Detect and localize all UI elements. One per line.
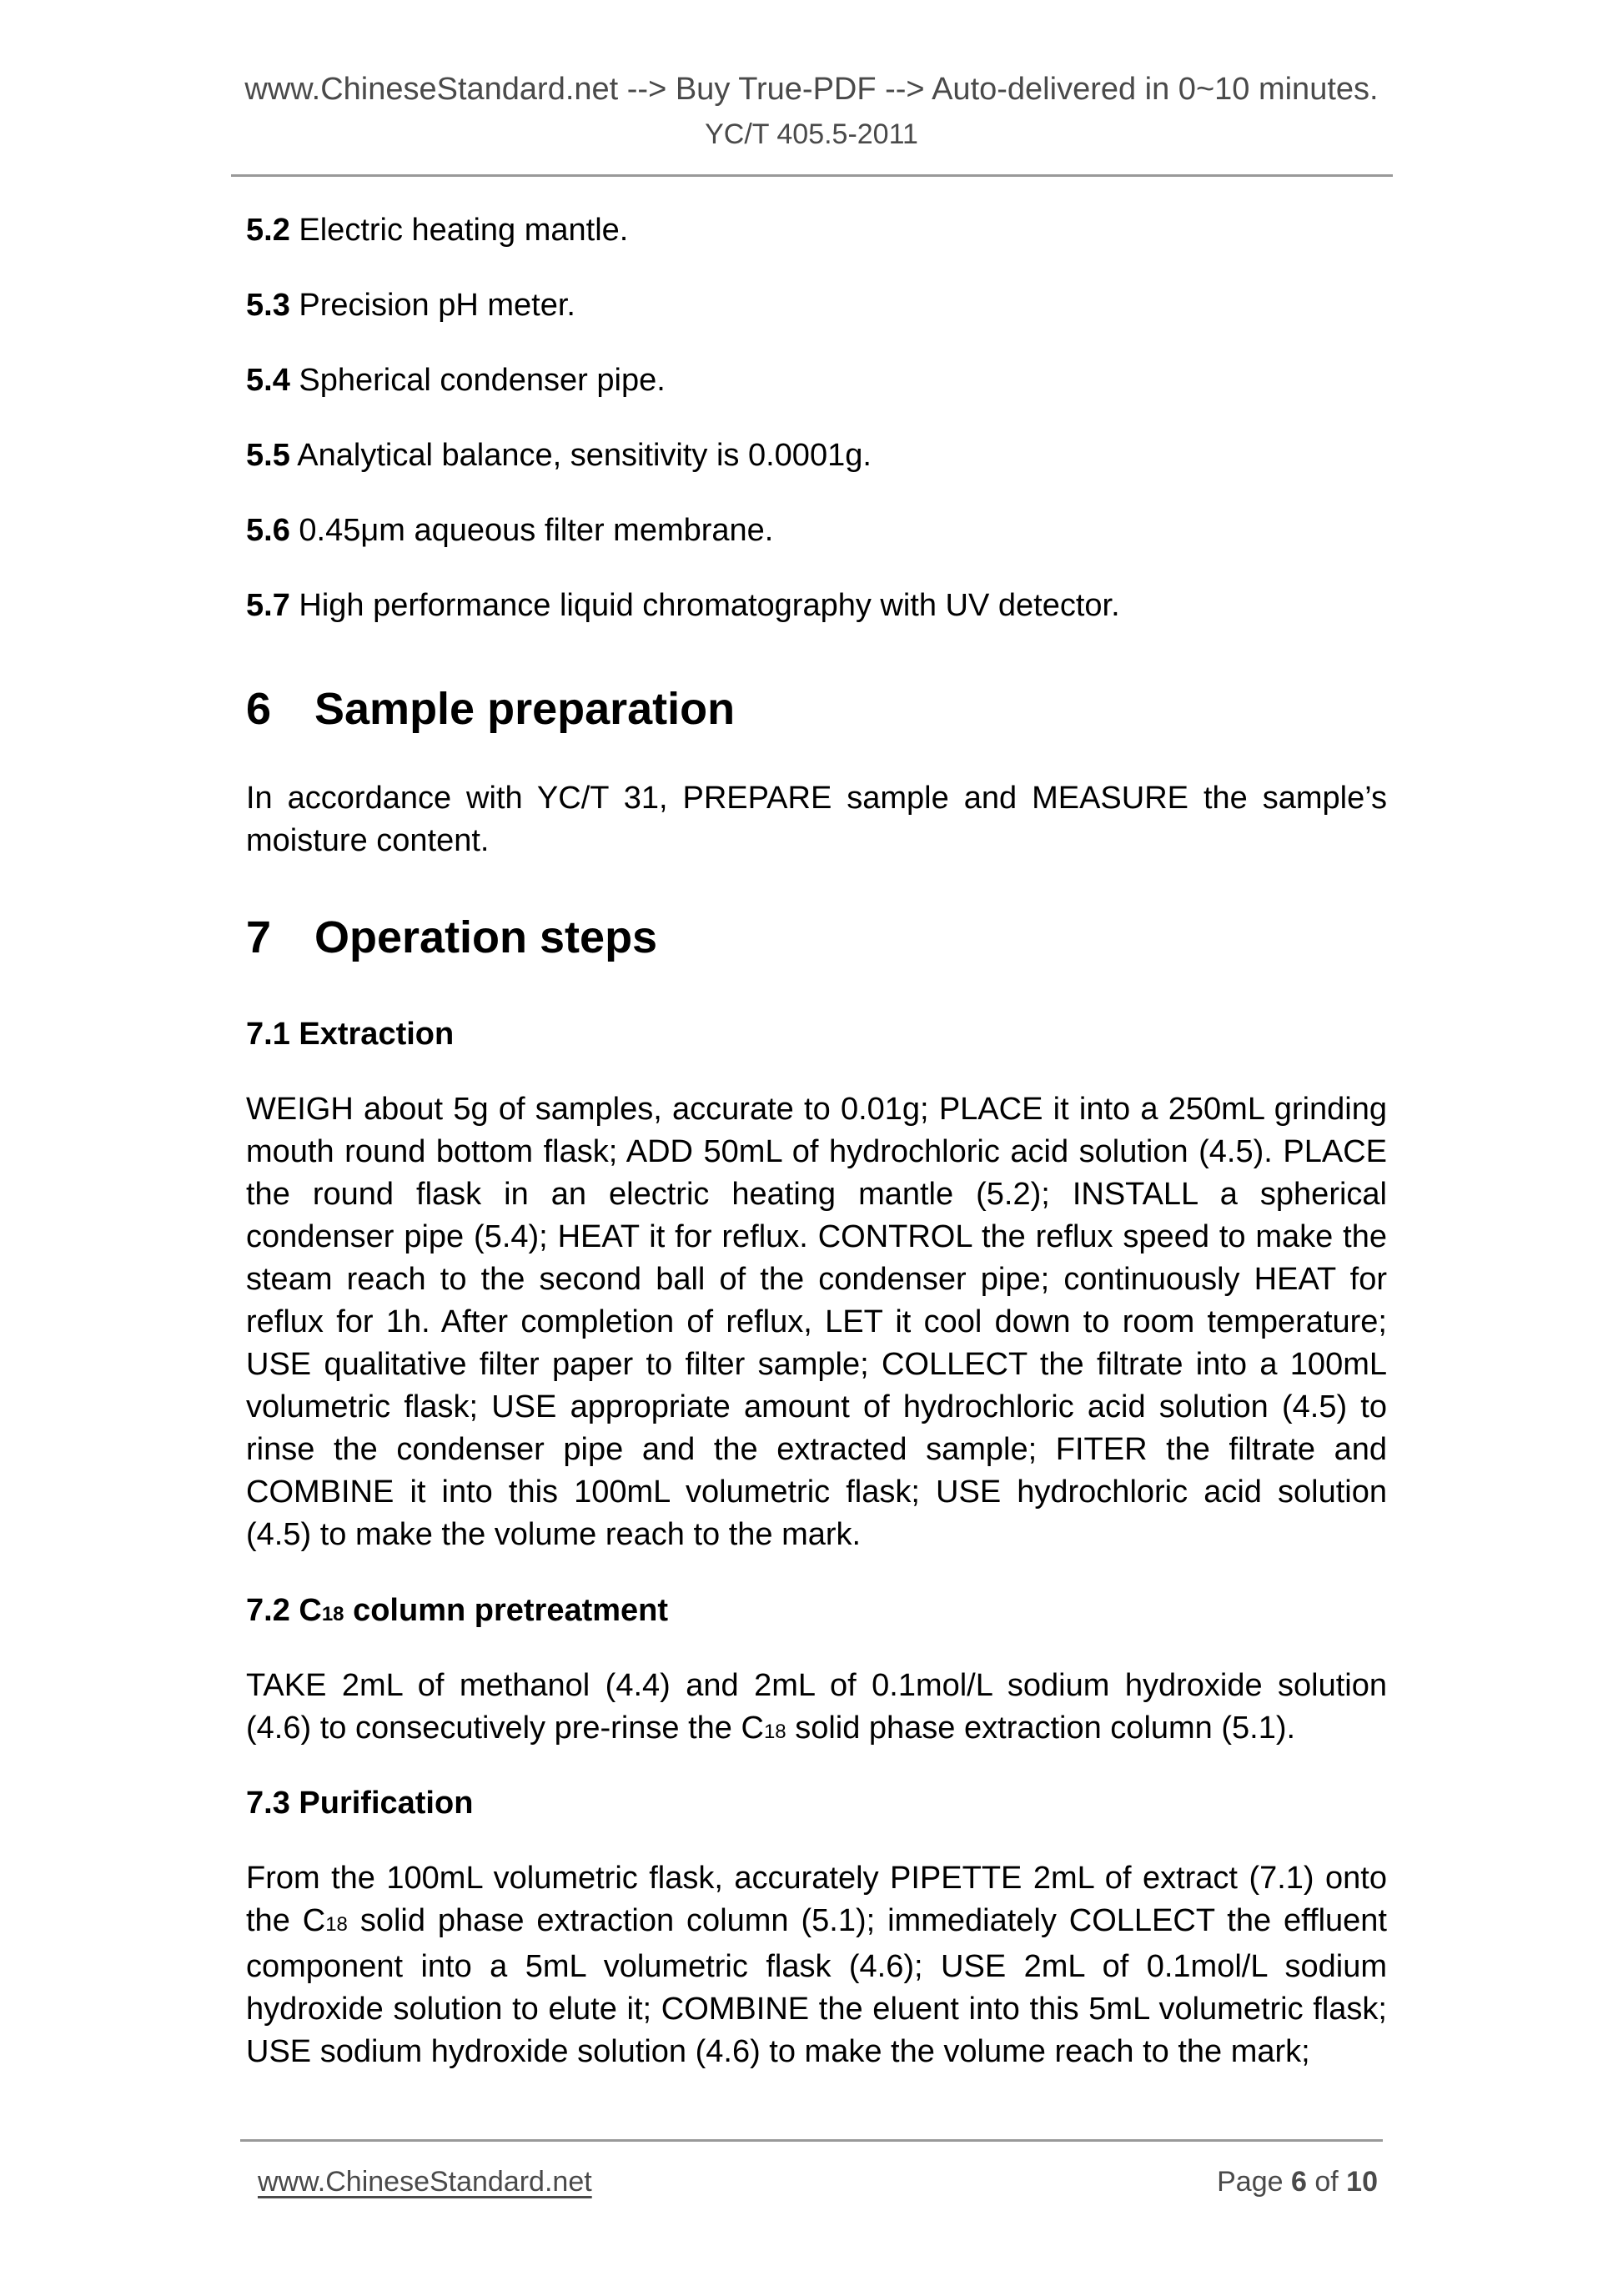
footer-divider: [240, 2139, 1383, 2142]
paragraph-text: TAKE 2mL of methanol (4.4) and 2mL of 0.1mol/L sodium hydroxide solution (4.6) to consecutively pre-rinse the C: [246, 1668, 1387, 1746]
item-number: 5.3: [246, 288, 290, 323]
section-title: Operation steps: [314, 912, 658, 962]
list-item: [246, 284, 1414, 327]
item-text: Precision pH meter.: [299, 288, 575, 323]
subscript: 18: [763, 1721, 786, 1743]
list-item: [246, 209, 1414, 252]
section-number: 6: [246, 684, 272, 734]
list-item: [246, 359, 1414, 402]
subsection-heading-7-2: [246, 1590, 1414, 1635]
item-number: 5.6: [246, 513, 290, 548]
item-text: High performance liquid chromatography with UV detector.: [299, 588, 1120, 623]
list-item: [246, 585, 1414, 627]
item-text: 0.45μm aqueous filter membrane.: [299, 513, 774, 548]
item-number: 5.4: [246, 363, 290, 398]
section6-paragraph: In accordance with YC/T 31, PREPARE sample and MEASURE the sample’s moisture content.: [246, 781, 1387, 858]
paragraph-text: solid phase extraction column (5.1); immediately COLLECT the effluent component into a 5mL volumetric flask (4.6); USE 2mL of 0.1mol/L sodium hydroxide solution to elute it; COMBINE the eluent into this 5mL volumetric flask; USE sodium hydroxide solution (4.6) to make the volume reach to the mark;: [246, 1903, 1387, 2069]
item-number: 5.7: [246, 588, 290, 623]
page-label: Page: [1217, 2166, 1284, 2198]
item-text: Analytical balance, sensitivity is 0.0001g.: [297, 438, 872, 473]
section-title: Sample preparation: [314, 684, 736, 734]
subsection-7-1-paragraph: WEIGH about 5g of samples, accurate to 0.01g; PLACE it into a 250mL grinding mouth round bottom flask; ADD 50mL of hydrochloric acid solution (4.5). PLACE the round flask in an electric heating mantle (5.2); INSTALL a spherical condenser pipe (5.4); HEAT it for reflux. CONTROL the reflux speed to make the steam reach to the second ball of the condenser pipe; continuously HEAT for reflux for 1h. After completion of reflux, LET it cool down to room temperature; USE qualitative filter paper to filter sample; COLLECT the filtrate into a 100mL volumetric flask; USE appropriate amount of hydrochloric acid solution (4.5) to rinse the condenser pipe and the extracted sample; FITER the filtrate and COMBINE it into this 100mL volumetric flask; USE hydrochloric acid solution (4.5) to make the volume reach to the mark.: [246, 1092, 1387, 1552]
subsection-heading-7-3: 7.3 Purification: [246, 1786, 474, 1821]
subsection-7-3-paragraph: [246, 1857, 1387, 2073]
section-heading-7: [246, 912, 1414, 962]
page-total: 10: [1346, 2166, 1378, 2198]
document-id: YC/T 405.5-2011: [705, 118, 918, 150]
section-heading-6: [246, 684, 1414, 734]
page-indicator: [1084, 2163, 1378, 2200]
item-number: 5.2: [246, 213, 290, 248]
subsection-heading-7-1: 7.1 Extraction: [246, 1017, 455, 1052]
footer-website-link[interactable]: www.ChineseStandard.net: [258, 2166, 592, 2198]
subsection-7-2-paragraph: [246, 1665, 1387, 1753]
heading-text: 7.2 C: [246, 1593, 322, 1628]
paragraph-text: solid phase extraction column (5.1).: [786, 1711, 1296, 1746]
item-text: Electric heating mantle.: [299, 213, 629, 248]
list-item: [246, 510, 1414, 552]
heading-text: column pretreatment: [344, 1593, 669, 1628]
header-banner: www.ChineseStandard.net --> Buy True-PDF --> Auto-delivered in 0~10 minutes.: [244, 72, 1379, 107]
item-number: 5.5: [246, 438, 290, 473]
paragraph-text: From the 100mL volumetric flask, accurately PIPETTE 2mL of extract (7.1) onto the C: [246, 1861, 1387, 1938]
header-divider: [231, 174, 1393, 177]
list-item: [246, 435, 1414, 477]
subscript: 18: [321, 1603, 344, 1625]
page-current: 6: [1290, 2166, 1307, 2198]
subscript: 18: [325, 1913, 348, 1936]
section-number: 7: [246, 912, 272, 962]
page-of: of: [1314, 2166, 1339, 2198]
item-text: Spherical condenser pipe.: [299, 363, 666, 398]
